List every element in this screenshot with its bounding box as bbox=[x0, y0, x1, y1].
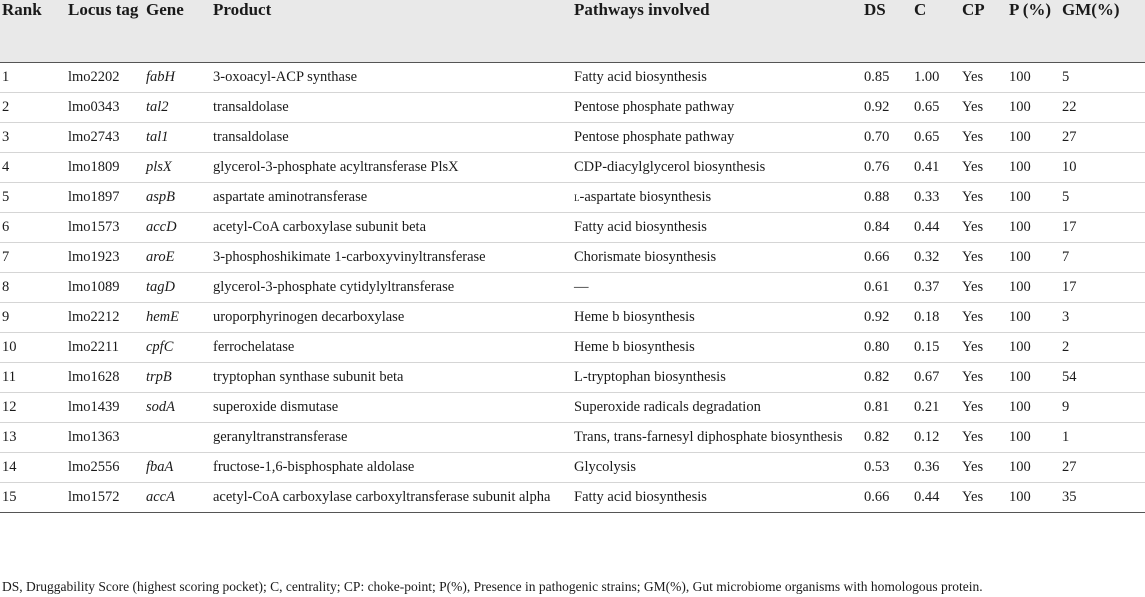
cell-pathway: Fatty acid biosynthesis bbox=[574, 488, 707, 505]
cell-product: transaldolase bbox=[213, 128, 289, 145]
cell-pathway: CDP-diacylglycerol biosynthesis bbox=[574, 158, 766, 175]
cell-gm: 27 bbox=[1062, 458, 1077, 475]
cell-cp: Yes bbox=[962, 158, 984, 175]
cell-c: 0.65 bbox=[914, 128, 940, 145]
cell-c: 0.44 bbox=[914, 488, 940, 505]
cell-gene: accA bbox=[146, 488, 175, 505]
cell-gm: 5 bbox=[1062, 68, 1070, 85]
cell-ds: 0.76 bbox=[864, 158, 890, 175]
cell-pathway: — bbox=[574, 278, 589, 295]
cell-ds: 0.53 bbox=[864, 458, 890, 475]
cell-p: 100 bbox=[1009, 428, 1031, 445]
cell-p: 100 bbox=[1009, 398, 1031, 415]
cell-gene: accD bbox=[146, 218, 177, 235]
header-gm: GM(%) bbox=[1062, 0, 1120, 19]
cell-c: 0.41 bbox=[914, 158, 940, 175]
cell-product: acetyl-CoA carboxylase carboxyltransferase subunit alpha bbox=[213, 488, 551, 505]
cell-pathway: L-tryptophan biosynthesis bbox=[574, 368, 726, 385]
table-row bbox=[0, 272, 1145, 302]
cell-c: 0.65 bbox=[914, 98, 940, 115]
cell-p: 100 bbox=[1009, 128, 1031, 145]
cell-rank: 12 bbox=[2, 398, 17, 415]
cell-p: 100 bbox=[1009, 188, 1031, 205]
cell-product: uroporphyrinogen decarboxylase bbox=[213, 308, 405, 325]
table-row bbox=[0, 332, 1145, 362]
cell-rank: 6 bbox=[2, 218, 10, 235]
cell-c: 0.67 bbox=[914, 368, 940, 385]
cell-rank: 14 bbox=[2, 458, 17, 475]
cell-cp: Yes bbox=[962, 248, 984, 265]
cell-gm: 5 bbox=[1062, 188, 1070, 205]
cell-gm: 3 bbox=[1062, 308, 1070, 325]
cell-gene: tagD bbox=[146, 278, 175, 295]
cell-ds: 0.84 bbox=[864, 218, 890, 235]
cell-rank: 7 bbox=[2, 248, 10, 265]
cell-gene: trpB bbox=[146, 368, 172, 385]
table-row bbox=[0, 392, 1145, 422]
cell-product: 3-oxoacyl-ACP synthase bbox=[213, 68, 358, 85]
header-product: Product bbox=[213, 0, 272, 19]
cell-rank: 11 bbox=[2, 368, 16, 385]
cell-cp: Yes bbox=[962, 188, 984, 205]
cell-rank: 15 bbox=[2, 488, 17, 505]
table-row bbox=[0, 452, 1145, 482]
cell-pathway: Pentose phosphate pathway bbox=[574, 98, 735, 115]
cell-p: 100 bbox=[1009, 308, 1031, 325]
table-row bbox=[0, 302, 1145, 332]
cell-c: 0.12 bbox=[914, 428, 940, 445]
header-cp: CP bbox=[962, 0, 985, 19]
cell-rank: 9 bbox=[2, 308, 10, 325]
cell-product: glycerol-3-phosphate acyltransferase PlsX bbox=[213, 158, 459, 175]
cell-gm: 17 bbox=[1062, 278, 1077, 295]
cell-c: 0.36 bbox=[914, 458, 940, 475]
cell-gene: tal1 bbox=[146, 128, 169, 145]
cell-cp: Yes bbox=[962, 68, 984, 85]
cell-c: 0.44 bbox=[914, 218, 940, 235]
cell-pathway: Chorismate biosynthesis bbox=[574, 248, 717, 265]
header-rank: Rank bbox=[2, 0, 42, 19]
cell-ds: 0.66 bbox=[864, 248, 890, 265]
cell-locus-tag: lmo1923 bbox=[68, 248, 120, 265]
cell-locus-tag: lmo2211 bbox=[68, 338, 120, 355]
cell-locus-tag: lmo1089 bbox=[68, 278, 120, 295]
cell-p: 100 bbox=[1009, 278, 1031, 295]
table-row bbox=[0, 482, 1145, 512]
cell-product: acetyl-CoA carboxylase subunit beta bbox=[213, 218, 427, 235]
cell-rank: 10 bbox=[2, 338, 17, 355]
cell-product: 3-phosphoshikimate 1-carboxyvinyltransferase bbox=[213, 248, 486, 265]
cell-pathway: Fatty acid biosynthesis bbox=[574, 68, 707, 85]
cell-rank: 5 bbox=[2, 188, 10, 205]
cell-cp: Yes bbox=[962, 458, 984, 475]
cell-c: 0.33 bbox=[914, 188, 940, 205]
cell-cp: Yes bbox=[962, 98, 984, 115]
cell-ds: 0.82 bbox=[864, 428, 890, 445]
cell-locus-tag: lmo2212 bbox=[68, 308, 120, 325]
cell-locus-tag: lmo1363 bbox=[68, 428, 120, 445]
cell-locus-tag: lmo1439 bbox=[68, 398, 120, 415]
cell-ds: 0.61 bbox=[864, 278, 890, 295]
cell-cp: Yes bbox=[962, 368, 984, 385]
cell-gm: 54 bbox=[1062, 368, 1077, 385]
cell-ds: 0.80 bbox=[864, 338, 890, 355]
table-row bbox=[0, 62, 1145, 92]
cell-locus-tag: lmo1897 bbox=[68, 188, 120, 205]
cell-locus-tag: lmo2556 bbox=[68, 458, 120, 475]
cell-pathway: Trans, trans-farnesyl diphosphate biosynthesis bbox=[574, 428, 843, 445]
cell-gene: hemE bbox=[146, 308, 180, 325]
table-row bbox=[0, 242, 1145, 272]
cell-ds: 0.81 bbox=[864, 398, 890, 415]
cell-ds: 0.70 bbox=[864, 128, 890, 145]
cell-cp: Yes bbox=[962, 398, 984, 415]
cell-rank: 4 bbox=[2, 158, 10, 175]
cell-c: 1.00 bbox=[914, 68, 940, 85]
cell-gm: 9 bbox=[1062, 398, 1070, 415]
table-row bbox=[0, 212, 1145, 242]
table-row bbox=[0, 182, 1145, 212]
cell-pathway: Glycolysis bbox=[574, 458, 637, 475]
cell-gene: fbaA bbox=[146, 458, 174, 475]
table-footnote: DS, Druggability Score (highest scoring pocket); C, centrality; CP: choke-point; P(%), Presence in pathogenic strains; GM(%), Gut microbiome organisms with homologous protein. bbox=[2, 579, 983, 594]
cell-p: 100 bbox=[1009, 98, 1031, 115]
table-row bbox=[0, 122, 1145, 152]
cell-gm: 10 bbox=[1062, 158, 1077, 175]
cell-locus-tag: lmo1572 bbox=[68, 488, 120, 505]
table-row bbox=[0, 152, 1145, 182]
cell-locus-tag: lmo2743 bbox=[68, 128, 120, 145]
cell-pathway: Heme b biosynthesis bbox=[574, 308, 695, 325]
cell-locus-tag: lmo0343 bbox=[68, 98, 120, 115]
cell-gene: fabH bbox=[146, 68, 175, 85]
cell-cp: Yes bbox=[962, 338, 984, 355]
cell-p: 100 bbox=[1009, 488, 1031, 505]
cell-cp: Yes bbox=[962, 488, 984, 505]
cell-locus-tag: lmo1573 bbox=[68, 218, 120, 235]
cell-gm: 1 bbox=[1062, 428, 1070, 445]
cell-rank: 3 bbox=[2, 128, 10, 145]
cell-ds: 0.92 bbox=[864, 98, 890, 115]
table-header-row bbox=[0, 0, 1145, 62]
cell-gm: 35 bbox=[1062, 488, 1077, 505]
cell-c: 0.32 bbox=[914, 248, 940, 265]
cell-rank: 8 bbox=[2, 278, 10, 295]
cell-cp: Yes bbox=[962, 218, 984, 235]
cell-product: fructose-1,6-bisphosphate aldolase bbox=[213, 458, 415, 475]
cell-p: 100 bbox=[1009, 368, 1031, 385]
cell-gene: tal2 bbox=[146, 98, 169, 115]
cell-rank: 13 bbox=[2, 428, 17, 445]
cell-gene bbox=[144, 422, 211, 452]
table-row bbox=[0, 362, 1145, 392]
header-ds: DS bbox=[864, 0, 886, 19]
cell-product: superoxide dismutase bbox=[213, 398, 339, 415]
cell-ds: 0.85 bbox=[864, 68, 890, 85]
cell-p: 100 bbox=[1009, 158, 1031, 175]
cell-cp: Yes bbox=[962, 428, 984, 445]
cell-gene: aroE bbox=[146, 248, 175, 265]
table-row bbox=[0, 92, 1145, 122]
table-row bbox=[0, 422, 1145, 452]
cell-p: 100 bbox=[1009, 458, 1031, 475]
cell-pathway: Superoxide radicals degradation bbox=[574, 398, 761, 415]
cell-p: 100 bbox=[1009, 68, 1031, 85]
cell-c: 0.18 bbox=[914, 308, 940, 325]
cell-gene: cpfC bbox=[146, 338, 174, 355]
cell-cp: Yes bbox=[962, 128, 984, 145]
header-p: P (%) bbox=[1009, 0, 1052, 19]
cell-gm: 2 bbox=[1062, 338, 1070, 355]
cell-c: 0.37 bbox=[914, 278, 940, 295]
cell-pathway bbox=[572, 182, 862, 212]
cell-pathway: Pentose phosphate pathway bbox=[574, 128, 735, 145]
cell-c: 0.21 bbox=[914, 398, 940, 415]
cell-cp: Yes bbox=[962, 308, 984, 325]
cell-product: aspartate aminotransferase bbox=[213, 188, 368, 205]
cell-locus-tag: lmo1809 bbox=[68, 158, 120, 175]
cell-gm: 22 bbox=[1062, 98, 1077, 115]
cell-ds: 0.82 bbox=[864, 368, 890, 385]
header-gene: Gene bbox=[146, 0, 184, 19]
cell-ds: 0.92 bbox=[864, 308, 890, 325]
cell-locus-tag: lmo2202 bbox=[68, 68, 120, 85]
cell-locus-tag: lmo1628 bbox=[68, 368, 120, 385]
cell-pathway: Heme b biosynthesis bbox=[574, 338, 695, 355]
cell-pathway: Fatty acid biosynthesis bbox=[574, 218, 707, 235]
cell-product: tryptophan synthase subunit beta bbox=[213, 368, 404, 385]
cell-c: 0.15 bbox=[914, 338, 940, 355]
cell-ds: 0.66 bbox=[864, 488, 890, 505]
cell-product: transaldolase bbox=[213, 98, 289, 115]
cell-p: 100 bbox=[1009, 338, 1031, 355]
cell-p: 100 bbox=[1009, 248, 1031, 265]
pathway-text: -aspartate biosynthesis bbox=[579, 188, 712, 205]
cell-ds: 0.88 bbox=[864, 188, 890, 205]
cell-product: geranyltranstransferase bbox=[213, 428, 348, 445]
cell-product: ferrochelatase bbox=[213, 338, 295, 355]
cell-cp: Yes bbox=[962, 278, 984, 295]
header-c: C bbox=[914, 0, 927, 19]
cell-rank: 1 bbox=[2, 68, 10, 85]
cell-gene: plsX bbox=[146, 158, 172, 175]
cell-gene: sodA bbox=[146, 398, 175, 415]
header-locus-tag: Locus tag bbox=[68, 0, 139, 19]
header-pathways: Pathways involved bbox=[574, 0, 710, 19]
cell-gm: 17 bbox=[1062, 218, 1077, 235]
cell-rank: 2 bbox=[2, 98, 10, 115]
cell-gene: aspB bbox=[146, 188, 175, 205]
cell-gm: 7 bbox=[1062, 248, 1070, 265]
cell-gm: 27 bbox=[1062, 128, 1077, 145]
cell-product: glycerol-3-phosphate cytidylyltransferase bbox=[213, 278, 455, 295]
cell-p: 100 bbox=[1009, 218, 1031, 235]
pathway-prefix: l bbox=[574, 188, 580, 204]
